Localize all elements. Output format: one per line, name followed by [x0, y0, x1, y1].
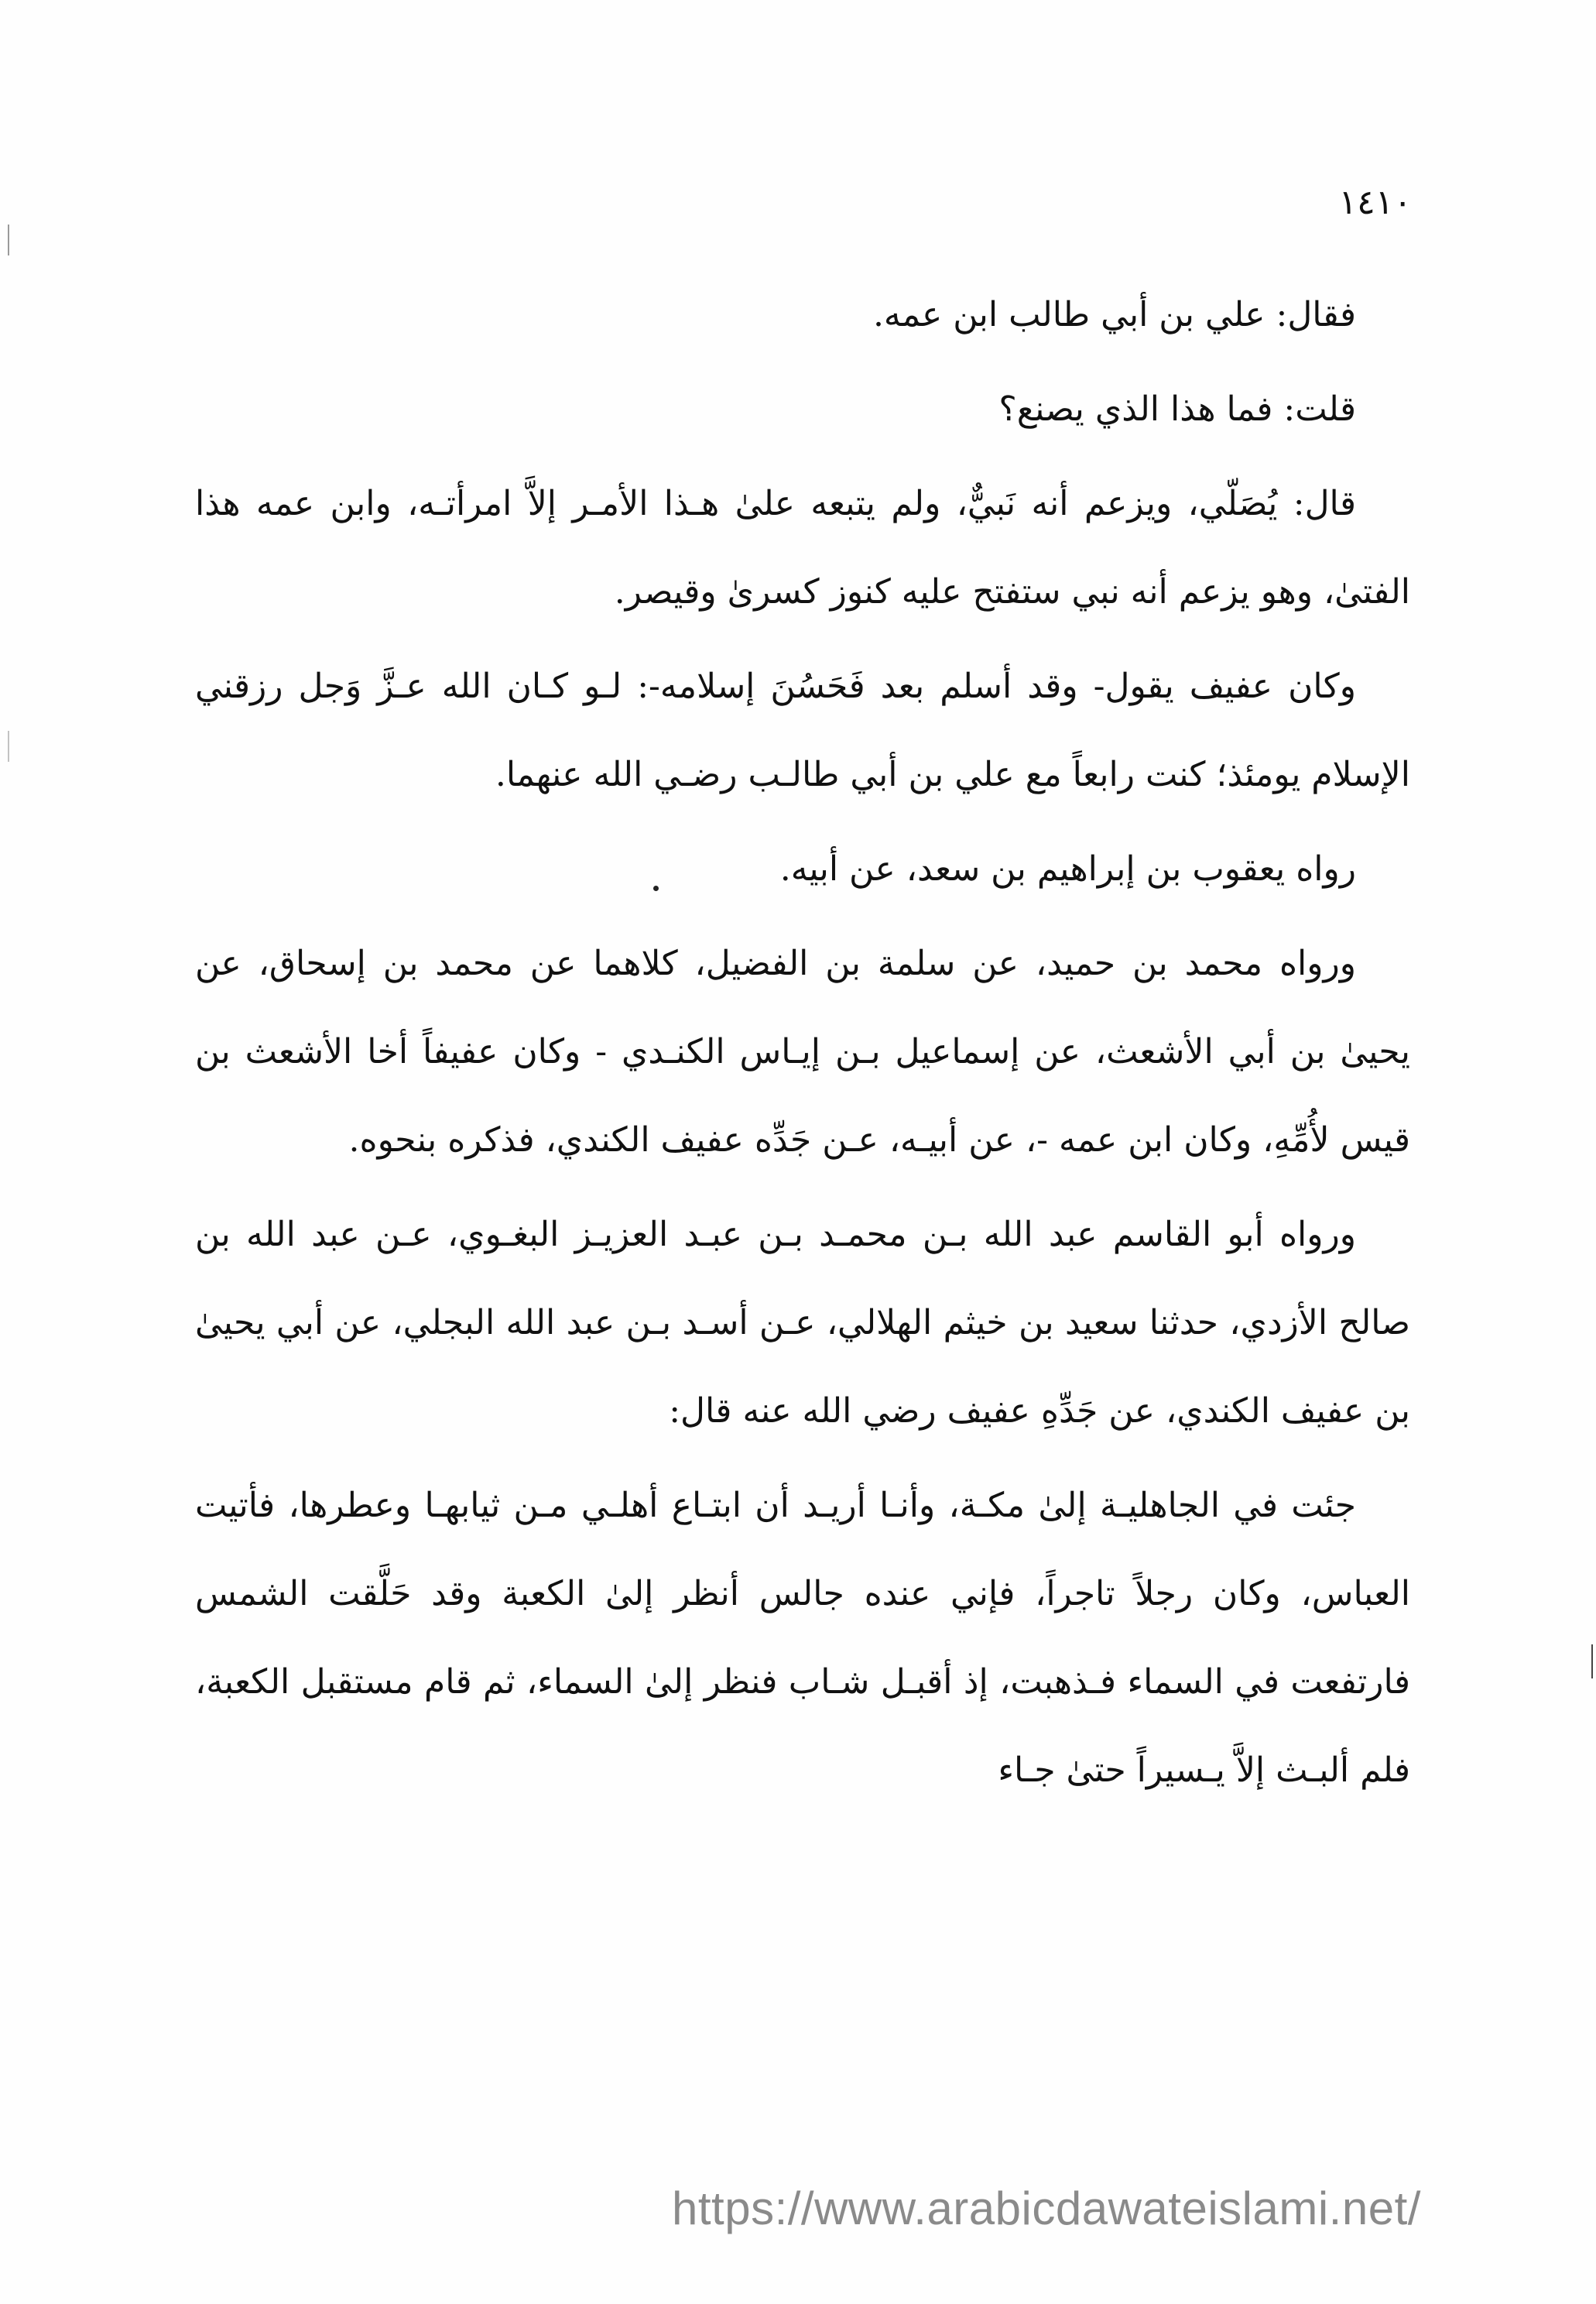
page-number: ١٤١٠ — [1338, 183, 1412, 222]
site-watermark: https://www.arabicdawateislami.net/ — [672, 2182, 1421, 2234]
scan-edge-mark — [8, 225, 9, 255]
ink-speck — [653, 886, 659, 891]
paragraph: جئت في الجاهليـة إلىٰ مكـة، وأنـا أريـد أن ابتـاع أهلـي مـن ثيابهـا وعطرها، فأتيت العباس، وكان رجلاً تاجراً، فإني عنده جالس أنظر إلىٰ الكعبة وقد حَلَّقت الشمس فارتفعت في السماء فـذهبت، إذ أقبـل شـاب فنظر إلىٰ السماء، ثم قام مستقبل الكعبة، فلم ألبـث إلاَّ يـسيراً حتىٰ جـاء — [195, 1486, 1410, 1790]
page-body-text — [195, 271, 1410, 1821]
scan-edge-mark — [8, 731, 9, 762]
paragraph: فقال: علي بن أبي طالب ابن عمه. — [872, 295, 1356, 334]
paragraph: قلت: فما هذا الذي يصنع؟ — [998, 389, 1356, 429]
paragraph: ورواه محمد بن حميد، عن سلمة بن الفضيل، كلاهما عن محمد بن إسحاق، عن يحيىٰ بن أبي الأشعث، عن إسماعيل بـن إيـاس الكنـدي - وكان عفيفاً أخا الأشعث بن قيس لأُمِّهِ، وكان ابن عمه -، عن أبيـه، عـن جَدِّه عفيف الكندي، فذكره بنحوه. — [195, 944, 1410, 1160]
paragraph: ورواه أبو القاسم عبد الله بـن محمـد بـن عبـد العزيـز البغـوي، عـن عبد الله بن صالح الأزدي، حدثنا سعيد بن خيثم الهلالي، عـن أسـد بـن عبد الله البجلي، عن أبي يحيىٰ بن عفيف الكندي، عن جَدِّهِ عفيف رضي الله عنه قال: — [195, 1215, 1410, 1431]
paragraph: قال: يُصَلّي، ويزعم أنه نَبيٌّ، ولم يتبعه علىٰ هـذا الأمـر إلاَّ امرأتـه، وابن عمه هذا الفتىٰ، وهو يزعم أنه نبي ستفتح عليه كنوز كسرىٰ وقيصر. — [195, 484, 1410, 612]
scan-edge-mark — [1591, 1644, 1593, 1678]
paragraph: رواه يعقوب بن إبراهيم بن سعد، عن أبيه. — [779, 849, 1356, 889]
paragraph: وكان عفيف يقول- وقد أسلم بعد فَحَسُنَ إسلامه-: لـو كـان الله عـزَّ وَجل رزقني الإسلام يومئذ؛ كنت رابعاً مع علي بن أبي طالـب رضـي الله عنهما. — [195, 667, 1410, 794]
